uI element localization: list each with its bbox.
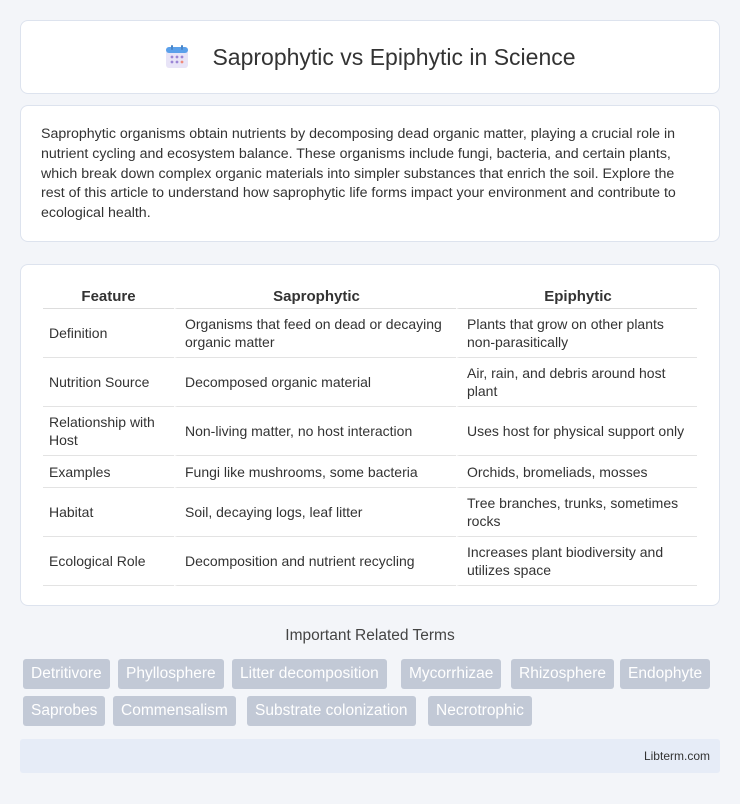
table-row [43, 456, 697, 488]
table-cell: Relationship with Host [43, 407, 174, 456]
related-term-tag[interactable]: Rhizosphere [511, 659, 614, 689]
table-cell: Habitat [43, 488, 174, 537]
table-row [43, 488, 697, 537]
related-term-tag[interactable]: Substrate colonization [247, 696, 416, 726]
related-term-tag[interactable]: Litter decomposition [232, 659, 387, 689]
table-row [43, 537, 697, 586]
related-term-tag[interactable]: Commensalism [113, 696, 236, 726]
table-cell: Tree branches, trunks, sometimes rocks [456, 488, 697, 537]
comparison-card [20, 264, 720, 606]
table-cell: Decomposed organic material [174, 358, 456, 407]
comparison-table [43, 287, 697, 586]
header-card [20, 20, 720, 94]
table-cell: Fungi like mushrooms, some bacteria [174, 456, 456, 488]
table-cell: Definition [43, 309, 174, 358]
table-row [43, 407, 697, 456]
table-cell: Increases plant biodiversity and utilizes space [456, 537, 697, 586]
table-cell: Nutrition Source [43, 358, 174, 407]
related-terms-title: Important Related Terms [285, 627, 455, 644]
intro-card [20, 105, 720, 242]
related-term-tag[interactable]: Mycorrhizae [401, 659, 501, 689]
intro-text: Saprophytic organisms obtain nutrients by decomposing dead organic matter, playing a crucial role in nutrient cycling and ecosystem balance. These organisms include fungi, bacteria, and certain plants, which break down complex organic materials into simpler substances that enrich the soil. Explore the rest of this article to understand how saprophytic life forms impact your environment and contribute to ecological health. [41, 126, 676, 222]
header-feature: Feature [43, 287, 174, 309]
related-term-tag[interactable]: Endophyte [620, 659, 710, 689]
table-cell: Organisms that feed on dead or decaying organic matter [174, 309, 456, 358]
footer [20, 739, 720, 773]
table-cell: Uses host for physical support only [456, 407, 697, 456]
table-cell: Ecological Role [43, 537, 174, 586]
page-title: Saprophytic vs Epiphytic in Science [212, 43, 576, 70]
table-cell: Air, rain, and debris around host plant [456, 358, 697, 407]
related-term-tag[interactable]: Saprobes [23, 696, 105, 726]
table-cell: Decomposition and nutrient recycling [174, 537, 456, 586]
related-term-tag[interactable]: Necrotrophic [428, 696, 532, 726]
header-epiphytic: Epiphytic [456, 287, 697, 309]
footer-site-link[interactable]: Libterm.com [643, 749, 710, 763]
table-cell: Non-living matter, no host interaction [174, 407, 456, 456]
calendar-icon [164, 44, 190, 70]
header-saprophytic: Saprophytic [174, 287, 456, 309]
related-term-tag[interactable]: Detritivore [23, 659, 110, 689]
table-cell: Soil, decaying logs, leaf litter [174, 488, 456, 537]
table-cell: Plants that grow on other plants non-parasitically [456, 309, 697, 358]
table-cell: Orchids, bromeliads, mosses [456, 456, 697, 488]
related-term-tag[interactable]: Phyllosphere [118, 659, 224, 689]
table-header-row [43, 287, 697, 309]
table-row [43, 309, 697, 358]
table-row [43, 358, 697, 407]
table-cell: Examples [43, 456, 174, 488]
